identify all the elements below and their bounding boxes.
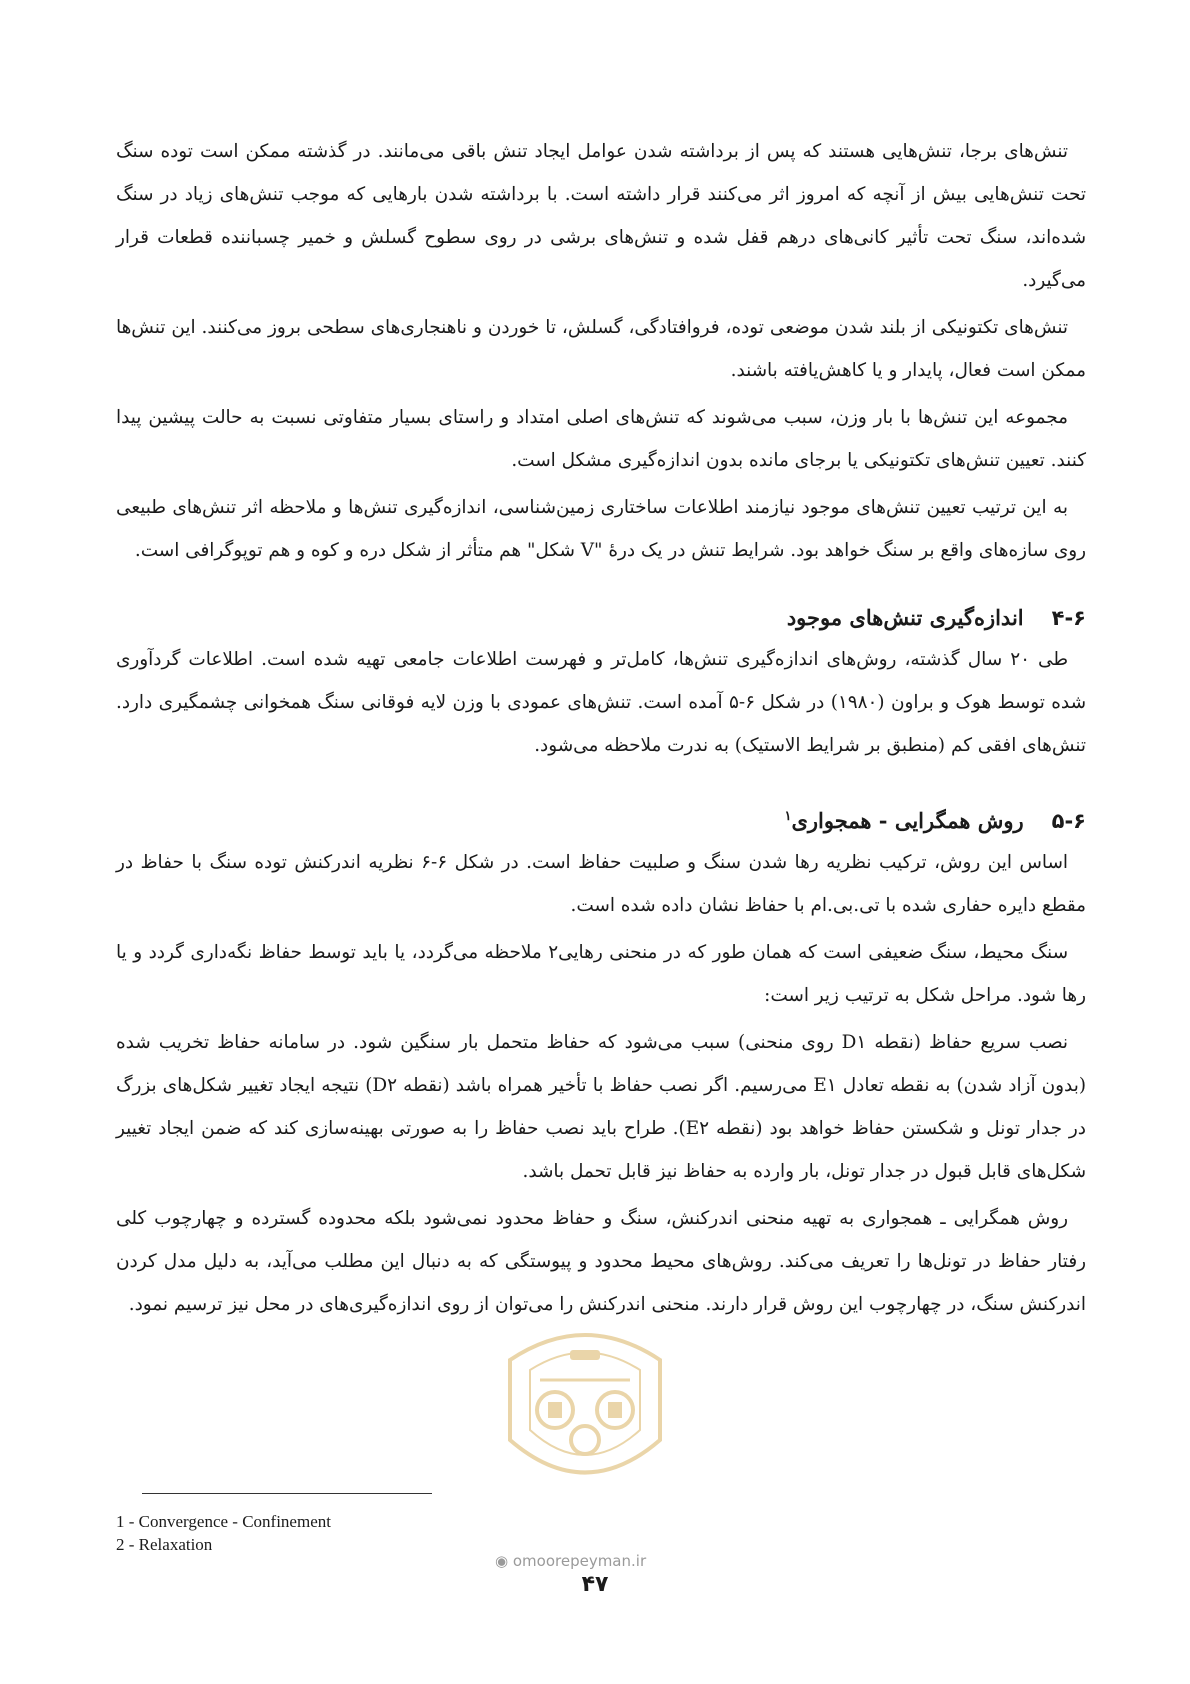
paragraph: مجموعه این تنش‌ها با بار وزن، سبب می‌شوند که تنش‌های اصلی امتداد و راستای بسیار متفاوتی نسبت به حالت پیشین پیدا کنند. تعیین تنش‌های تکتونیکی یا برجای مانده بدون اندازه‌گیری مشکل است. [116, 407, 1086, 471]
paragraph: روش همگرایی ـ همجواری به تهیه منحنی اندرکنش، سنگ و حفاظ محدود نمی‌شود بلکه محدوده گسترده و چهارچوب کلی رفتار حفاظ در تونل‌ها را تعریف می‌کند. روش‌های محیط محدود و پیوستگی که به دنبال این مطلب می‌آید، به دلیل مدل کردن اندرکنش سنگ، در چهارچوب این روش قرار دارند. منحنی اندرکنش را می‌توان از روی اندازه‌گیری‌های در محل نیز ترسیم نمود. [116, 1208, 1086, 1315]
section-title: اندازه‌گیری تنش‌های موجود [786, 605, 1024, 630]
paragraph: به این ترتیب تعیین تنش‌های موجود نیازمند اطلاعات ساختاری زمین‌شناسی، اندازه‌گیری تنش‌ها و ملاحظه اثر تنش‌های طبیعی روی سازه‌های واقع بر سنگ خواهد بود. شرایط تنش در یک درهٔ "V شکل" هم متأثر از شکل دره و کوه و هم توپوگرافی است. [116, 497, 1086, 561]
paragraph: تنش‌های تکتونیکی از بلند شدن موضعی توده، فروافتادگی، گسلش، تا خوردن و ناهنجاری‌های سطحی بروز می‌کنند. این تنش‌ها ممکن است فعال، پایدار و یا کاهش‌یافته باشند. [116, 317, 1086, 381]
page-body [116, 130, 1086, 1330]
paragraph: تنش‌های برجا، تنش‌هایی هستند که پس از برداشته شدن عوامل ایجاد تنش باقی می‌مانند. در گذشته ممکن است توده سنگ تحت تنش‌هایی بیش از آنچه که امروز اثر می‌کنند قرار داشته است. با برداشته شدن بارهایی که موجب تنش‌های زیاد در سنگ شده‌اند، سنگ تحت تأثیر کانی‌های درهم قفل شده و تنش‌های برشی در روی سطوح گسلش و خمیر چسباننده قطعات قرار می‌گیرد. [116, 141, 1086, 291]
footnote: 2 - Relaxation [116, 1535, 213, 1554]
watermark-url: ◉ omoorepeyman.ir [495, 1552, 647, 1570]
section-title-wrap [784, 797, 1023, 841]
section-number: ۴-۶ [1051, 606, 1086, 630]
globe-icon: ◉ [495, 1552, 513, 1570]
footnotes [116, 1510, 331, 1556]
paragraph: سنگ محیط، سنگ ضعیفی است که همان طور که در منحنی رهایی۲ ملاحظه می‌گردد، یا باید توسط حفاظ نگه‌داری گردد و یا رها شود. مراحل شکل به ترتیب زیر است: [116, 942, 1086, 1006]
page-number: ۴۷ [581, 1572, 609, 1597]
publisher-seal-watermark [470, 1290, 700, 1520]
paragraph: طی ۲۰ سال گذشته، روش‌های اندازه‌گیری تنش‌ها، کامل‌تر و فهرست اطلاعات جامعی تهیه شده است. اطلاعات گردآوری شده توسط هوک و براون (۱۹۸۰) در شکل ۶-۵ آمده است. تنش‌های عمودی با وزن لایه فوقانی سنگ همخوانی چشمگیری دارد. تنش‌های افقی کم (منطبق بر شرایط الاستیک) به ندرت ملاحظه می‌شود. [116, 649, 1086, 756]
section-title: روش همگرایی - همجواری [791, 808, 1024, 833]
section-number: ۵-۶ [1051, 809, 1086, 833]
section-heading [116, 797, 1086, 841]
footnote-divider [142, 1493, 432, 1494]
paragraph: اساس این روش، ترکیب نظریه رها شدن سنگ و صلبیت حفاظ است. در شکل ۶-۶ نظریه اندرکنش توده سنگ با حفاظ در مقطع دایره حفاری شده با تی.بی.ام با حفاظ نشان داده شده است. [116, 852, 1086, 916]
paragraph: نصب سریع حفاظ (نقطه D۱ روی منحنی) سبب می‌شود که حفاظ متحمل بار سنگین شود. در سامانه حفاظ تخریب شده (بدون آزاد شدن) به نقطه تعادل E۱ می‌رسیم. اگر نصب حفاظ با تأخیر همراه باشد (نقطه D۲) نتیجه ایجاد تغییر شکل‌های بزرگ در جدار تونل و شکستن حفاظ خواهد بود (نقطه E۲). طراح باید نصب حفاظ را به صورتی بهینه‌سازی کند که ضمن ایجاد تغییر شکل‌های قابل قبول در جدار تونل، بار وارده به حفاظ نیز قابل تحمل باشد. [116, 1032, 1086, 1182]
section-heading [116, 598, 1086, 638]
footnote-marker: ۱ [784, 809, 792, 824]
footnote: 1 - Convergence - Confinement [116, 1512, 331, 1531]
